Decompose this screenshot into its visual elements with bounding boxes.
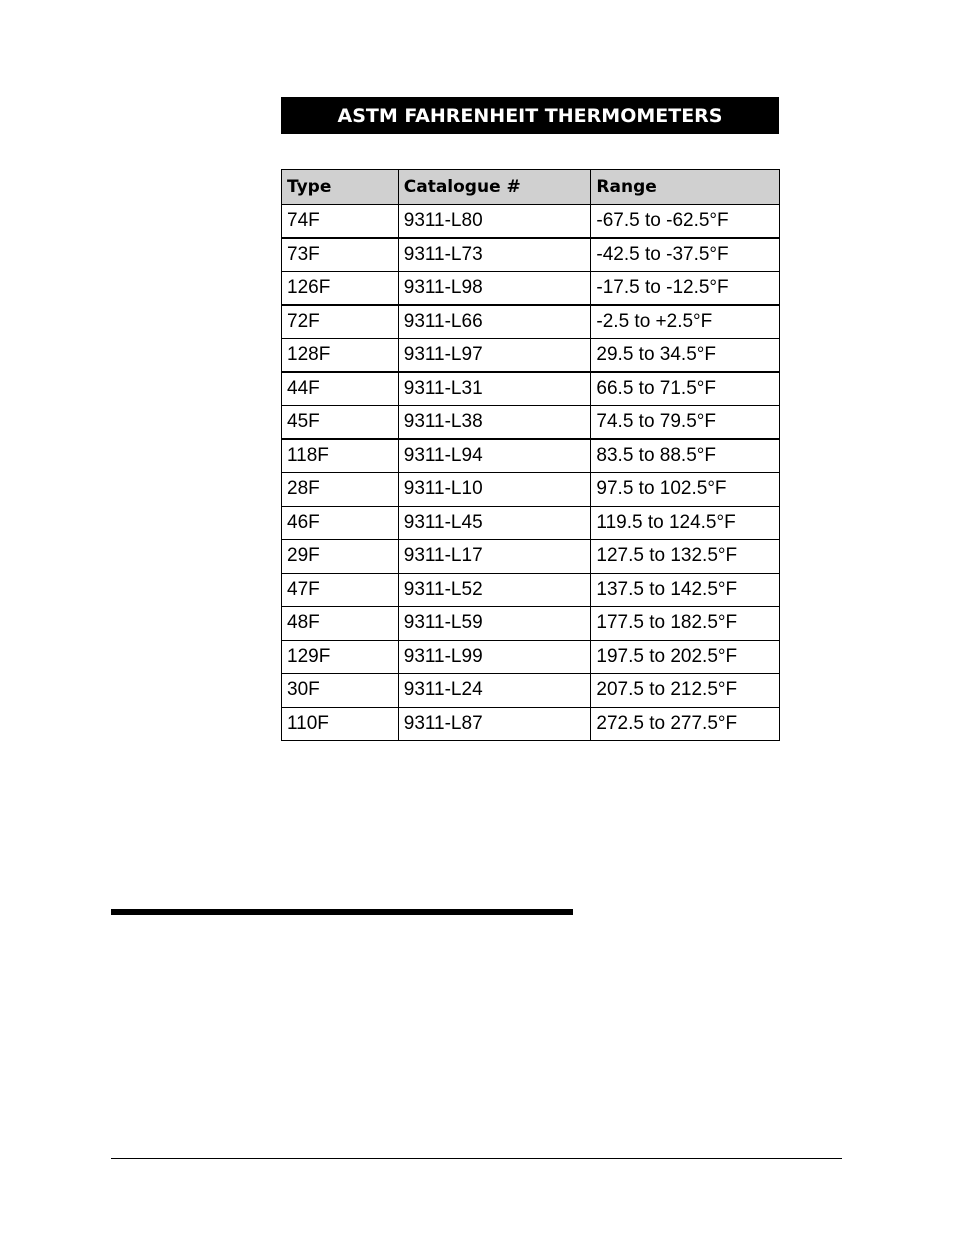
cell-type: 29F xyxy=(282,540,399,574)
cell-range: 272.5 to 277.5°F xyxy=(591,707,780,741)
cell-type: 46F xyxy=(282,506,399,540)
cell-type: 74F xyxy=(282,205,399,239)
table-row xyxy=(282,674,780,708)
cell-catalogue: 9311-L59 xyxy=(398,607,591,641)
cell-catalogue: 9311-L94 xyxy=(398,439,591,473)
cell-type: 47F xyxy=(282,573,399,607)
cell-catalogue: 9311-L97 xyxy=(398,339,591,373)
table-row xyxy=(282,540,780,574)
table-row xyxy=(282,607,780,641)
cell-range: 74.5 to 79.5°F xyxy=(591,406,780,440)
cell-range: -2.5 to +2.5°F xyxy=(591,305,780,339)
cell-type: 45F xyxy=(282,406,399,440)
header-catalogue: Catalogue # xyxy=(398,170,591,205)
table-row xyxy=(282,339,780,373)
cell-type: 110F xyxy=(282,707,399,741)
table-title: ASTM FAHRENHEIT THERMOMETERS xyxy=(281,97,779,134)
cell-range: -17.5 to -12.5°F xyxy=(591,272,780,306)
cell-catalogue: 9311-L38 xyxy=(398,406,591,440)
table-row xyxy=(282,372,780,406)
cell-range: 66.5 to 71.5°F xyxy=(591,372,780,406)
cell-catalogue: 9311-L10 xyxy=(398,473,591,507)
cell-catalogue: 9311-L99 xyxy=(398,640,591,674)
cell-catalogue: 9311-L31 xyxy=(398,372,591,406)
cell-catalogue: 9311-L45 xyxy=(398,506,591,540)
cell-range: 29.5 to 34.5°F xyxy=(591,339,780,373)
cell-type: 30F xyxy=(282,674,399,708)
cell-type: 128F xyxy=(282,339,399,373)
table-row xyxy=(282,439,780,473)
cell-catalogue: 9311-L73 xyxy=(398,238,591,272)
cell-catalogue: 9311-L80 xyxy=(398,205,591,239)
cell-catalogue: 9311-L98 xyxy=(398,272,591,306)
table-row xyxy=(282,238,780,272)
cell-catalogue: 9311-L87 xyxy=(398,707,591,741)
table-row xyxy=(282,473,780,507)
cell-range: 207.5 to 212.5°F xyxy=(591,674,780,708)
cell-type: 73F xyxy=(282,238,399,272)
cell-range: 127.5 to 132.5°F xyxy=(591,540,780,574)
footer-divider xyxy=(111,1158,842,1159)
cell-type: 44F xyxy=(282,372,399,406)
cell-range: 119.5 to 124.5°F xyxy=(591,506,780,540)
cell-range: 137.5 to 142.5°F xyxy=(591,573,780,607)
header-range: Range xyxy=(591,170,780,205)
cell-range: 97.5 to 102.5°F xyxy=(591,473,780,507)
table-row xyxy=(282,573,780,607)
cell-type: 72F xyxy=(282,305,399,339)
cell-type: 126F xyxy=(282,272,399,306)
header-type: Type xyxy=(282,170,399,205)
table-row xyxy=(282,640,780,674)
cell-catalogue: 9311-L66 xyxy=(398,305,591,339)
cell-catalogue: 9311-L17 xyxy=(398,540,591,574)
table-row xyxy=(282,406,780,440)
table-row xyxy=(282,305,780,339)
table-row xyxy=(282,707,780,741)
cell-range: -42.5 to -37.5°F xyxy=(591,238,780,272)
cell-range: 177.5 to 182.5°F xyxy=(591,607,780,641)
section-divider-thick xyxy=(111,909,573,915)
cell-range: -67.5 to -62.5°F xyxy=(591,205,780,239)
thermometer-table xyxy=(281,169,780,741)
cell-type: 48F xyxy=(282,607,399,641)
table-row xyxy=(282,506,780,540)
cell-range: 83.5 to 88.5°F xyxy=(591,439,780,473)
cell-type: 129F xyxy=(282,640,399,674)
cell-catalogue: 9311-L24 xyxy=(398,674,591,708)
cell-type: 28F xyxy=(282,473,399,507)
table-row xyxy=(282,205,780,239)
cell-catalogue: 9311-L52 xyxy=(398,573,591,607)
cell-range: 197.5 to 202.5°F xyxy=(591,640,780,674)
table-header-row xyxy=(282,170,780,205)
table-row xyxy=(282,272,780,306)
cell-type: 118F xyxy=(282,439,399,473)
